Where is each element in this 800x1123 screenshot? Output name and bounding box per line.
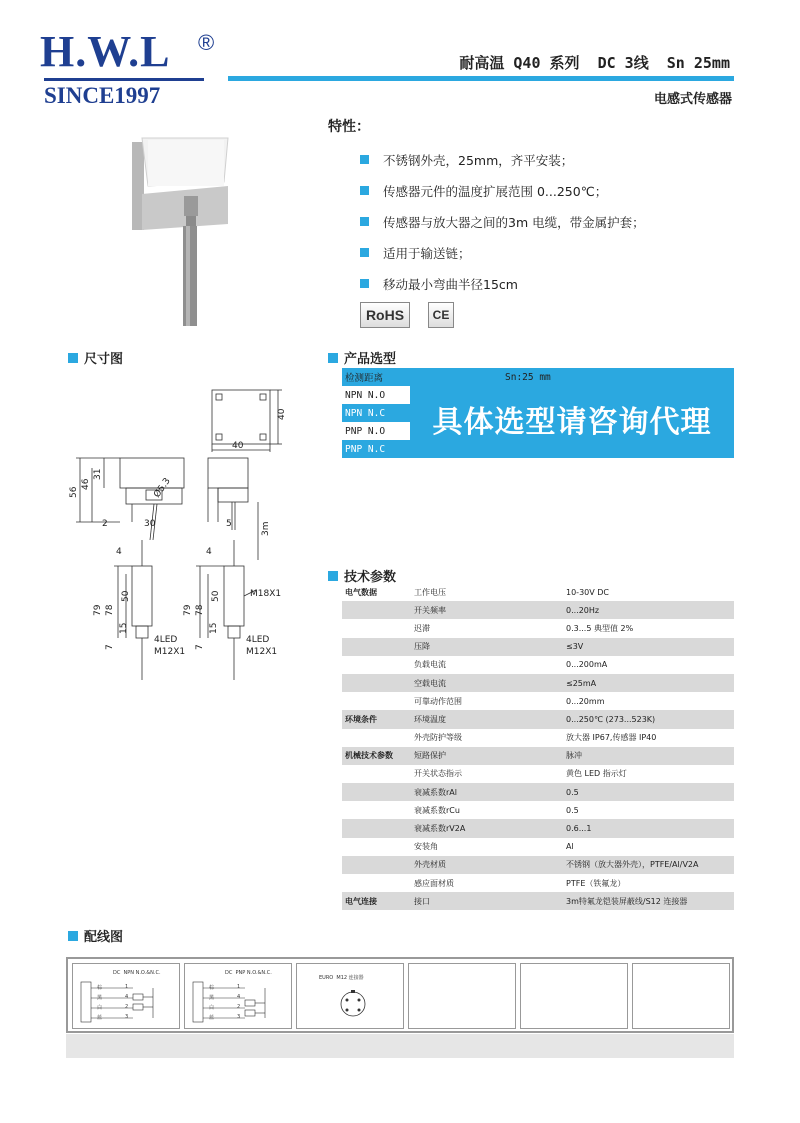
wire-white: 白 xyxy=(97,1005,103,1011)
params-cell-name: 外壳防护等级 xyxy=(414,733,462,743)
params-cell-value: 0...200mA xyxy=(566,660,608,670)
pin-3: 3 xyxy=(237,1014,241,1020)
params-cell-group: 机械技术参数 xyxy=(345,751,393,761)
params-cell-name: 衰减系数rV2A xyxy=(414,824,466,834)
wiring-title-npn: DC NPN N.O.&N.C. xyxy=(113,970,161,976)
params-row xyxy=(342,783,734,801)
params-cell-value: ≤25mA xyxy=(566,678,597,688)
m12-connector-icon xyxy=(297,964,405,1030)
wiring-cell-pnp xyxy=(184,963,292,1029)
selection-header-row xyxy=(342,368,734,386)
wiring-cell-empty xyxy=(520,963,628,1029)
params-cell-name: 接口 xyxy=(414,896,430,906)
params-cell-value: 0.3...5 典型值 2% xyxy=(566,623,634,633)
params-row xyxy=(342,692,734,710)
params-row xyxy=(342,619,734,637)
logo-divider xyxy=(44,78,204,81)
params-cell-group: 环境条件 xyxy=(345,714,377,724)
dim-diameter: Ø5.3 xyxy=(152,476,173,500)
pin-2: 2 xyxy=(237,1004,241,1010)
wiring-cell-npn xyxy=(72,963,180,1029)
params-row xyxy=(342,674,734,692)
selection-row: NPN N.O xyxy=(342,386,734,404)
feature-item: 移动最小弯曲半径15cm xyxy=(360,268,740,299)
dim-30: 30 xyxy=(144,519,156,529)
wiring-title-m12: EURO M12 连接器 xyxy=(319,975,364,981)
section-wiring: 配线图 xyxy=(68,926,123,945)
params-cell-name: 空载电流 xyxy=(414,678,446,688)
pin-2: 2 xyxy=(125,1004,129,1010)
dim-15b: 15 xyxy=(209,622,219,634)
features-list xyxy=(360,144,740,299)
params-cell-name: 可靠动作范围 xyxy=(414,696,462,706)
dim-46: 46 xyxy=(81,478,91,490)
dim-5: 5 xyxy=(226,519,232,529)
feature-item: 适用于输送链； xyxy=(360,237,740,268)
page-subtitle: 电感式传感器 xyxy=(653,92,732,107)
header-bar xyxy=(228,76,734,81)
dim-79a: 79 xyxy=(93,604,103,616)
dim-led-b: 4LED xyxy=(246,635,270,645)
params-row xyxy=(342,874,734,892)
section-params: 技术参数 xyxy=(328,566,396,585)
dim-m12-b: M12X1 xyxy=(246,647,278,657)
params-row xyxy=(342,838,734,856)
pin-4: 4 xyxy=(237,994,241,1000)
section-dimensions: 尺寸图 xyxy=(68,348,123,367)
selection-row: NPN N.C xyxy=(342,404,734,422)
wire-black: 黑 xyxy=(97,995,103,1001)
square-icon xyxy=(328,353,338,363)
params-row xyxy=(342,747,734,765)
dim-79b: 79 xyxy=(183,604,193,616)
params-cell-group: 电气数据 xyxy=(345,587,377,597)
rohs-badge: RoHS xyxy=(360,302,410,328)
ce-badge: CE xyxy=(428,302,454,328)
logo-main: H.W.L xyxy=(40,27,171,76)
params-cell-value: PTFE（铁氟龙） xyxy=(566,878,626,888)
params-row xyxy=(342,601,734,619)
dim-7a: 7 xyxy=(105,644,115,650)
params-cell-group: 电气连接 xyxy=(345,896,377,906)
params-cell-name: 开关频率 xyxy=(414,605,446,615)
params-cell-name: 外壳材质 xyxy=(414,860,446,870)
params-row xyxy=(342,638,734,656)
dim-78b: 78 xyxy=(195,604,205,616)
pin-1: 1 xyxy=(125,984,129,990)
wiring-cell-empty xyxy=(408,963,516,1029)
bullet-icon xyxy=(360,155,369,164)
bullet-icon xyxy=(360,217,369,226)
bullet-icon xyxy=(360,248,369,257)
brand-logo xyxy=(40,28,220,108)
page-title: 耐高温 Q40 系列 DC 3线 Sn 25mm xyxy=(459,54,730,72)
dim-78a: 78 xyxy=(105,604,115,616)
params-cell-name: 安装角 xyxy=(414,842,438,852)
params-cell-value: 10-30V DC xyxy=(566,587,610,597)
params-row xyxy=(342,729,734,747)
params-cell-name: 工作电压 xyxy=(414,587,446,597)
params-cell-value: 3m特氟龙铠装屏蔽线/S12 连接器 xyxy=(566,896,688,906)
wiring-diagram-panel xyxy=(66,957,734,1033)
feature-item: 传感器与放大器之间的3m 电缆，带金属护套； xyxy=(360,206,740,237)
params-cell-value: 0.5 xyxy=(566,787,579,797)
wiring-cell-empty xyxy=(632,963,730,1029)
dim-15a: 15 xyxy=(119,622,129,634)
params-cell-name: 迟滞 xyxy=(414,623,430,633)
dim-top-width: 40 xyxy=(232,441,244,451)
registered-mark: ® xyxy=(198,30,215,55)
params-table xyxy=(342,583,734,910)
wiring-footer-band xyxy=(66,1034,734,1058)
pin-4: 4 xyxy=(125,994,129,1000)
wire-brown: 棕 xyxy=(97,985,103,991)
feature-item: 传感器元件的温度扩展范围 0...250℃； xyxy=(360,175,740,206)
dim-4a: 4 xyxy=(116,547,122,557)
wire-brown: 棕 xyxy=(209,985,215,991)
wire-blue: 蓝 xyxy=(209,1015,215,1021)
params-row xyxy=(342,583,734,601)
dim-cable: 3m xyxy=(261,521,271,536)
params-cell-value: 0.6...1 xyxy=(566,824,592,834)
params-cell-name: 短路保护 xyxy=(414,751,446,761)
params-cell-value: 0.5 xyxy=(566,805,579,815)
dim-top-side: 40 xyxy=(277,408,287,420)
params-cell-name: 开关状态指示 xyxy=(414,769,462,779)
selection-header-value: Sn:25 mm xyxy=(505,371,551,383)
dim-led-a: 4LED xyxy=(154,635,178,645)
params-cell-name: 压降 xyxy=(414,642,430,652)
bullet-icon xyxy=(360,279,369,288)
square-icon xyxy=(68,353,78,363)
square-icon xyxy=(328,571,338,581)
features-title: 特性： xyxy=(328,119,370,135)
params-row xyxy=(342,656,734,674)
params-row xyxy=(342,892,734,910)
params-cell-name: 感应面材质 xyxy=(414,878,454,888)
dimension-drawing xyxy=(60,380,300,680)
dim-2: 2 xyxy=(102,519,108,529)
dim-56: 56 xyxy=(69,486,79,498)
params-cell-value: 黄色 LED 指示灯 xyxy=(566,769,627,779)
selection-notice: 具体选型请咨询代理 xyxy=(410,386,734,452)
params-cell-value: 0...20Hz xyxy=(566,605,600,615)
square-icon xyxy=(68,931,78,941)
dim-31: 31 xyxy=(93,468,103,480)
product-photo xyxy=(128,134,238,330)
params-cell-name: 负载电流 xyxy=(414,660,446,670)
params-cell-name: 衰减系数rAl xyxy=(414,787,457,797)
bullet-icon xyxy=(360,186,369,195)
section-selection: 产品选型 xyxy=(328,348,396,367)
params-cell-value: 0...250℃ (273...523K) xyxy=(566,714,656,724)
params-cell-name: 环境温度 xyxy=(414,714,446,724)
wire-blue: 蓝 xyxy=(97,1015,103,1021)
dim-50b: 50 xyxy=(211,590,221,602)
pin-1: 1 xyxy=(237,984,241,990)
selection-row: PNP N.C xyxy=(342,440,734,458)
wire-white: 白 xyxy=(209,1005,215,1011)
dim-50a: 50 xyxy=(121,590,131,602)
dim-m12-a: M12X1 xyxy=(154,647,186,657)
params-cell-value: 脉冲 xyxy=(566,751,582,761)
params-row xyxy=(342,801,734,819)
params-row xyxy=(342,819,734,837)
params-cell-value: 0...20mm xyxy=(566,696,605,706)
params-cell-value: Al xyxy=(566,842,574,852)
params-row xyxy=(342,765,734,783)
feature-item: 不锈钢外壳，25mm，齐平安装； xyxy=(360,144,740,175)
wiring-title-pnp: DC PNP N.O.&N.C. xyxy=(225,970,272,976)
selection-header-label: 检测距离 xyxy=(345,373,384,384)
pin-3: 3 xyxy=(125,1014,129,1020)
dim-4b: 4 xyxy=(206,547,212,557)
params-cell-value: 不锈钢（放大器外壳），PTFE/Al/V2A xyxy=(566,860,699,870)
params-cell-name: 衰减系数rCu xyxy=(414,805,460,815)
logo-since: SINCE1997 xyxy=(44,83,161,108)
selection-row: PNP N.O xyxy=(342,422,734,440)
wiring-cell-m12 xyxy=(296,963,404,1029)
wire-black: 黑 xyxy=(209,995,215,1001)
params-row xyxy=(342,710,734,728)
params-row xyxy=(342,856,734,874)
dim-m18: M18X1 xyxy=(250,589,282,599)
params-cell-value: ≤3V xyxy=(566,642,584,652)
dim-7b: 7 xyxy=(195,644,205,650)
params-cell-value: 放大器 IP67,传感器 IP40 xyxy=(566,733,657,743)
